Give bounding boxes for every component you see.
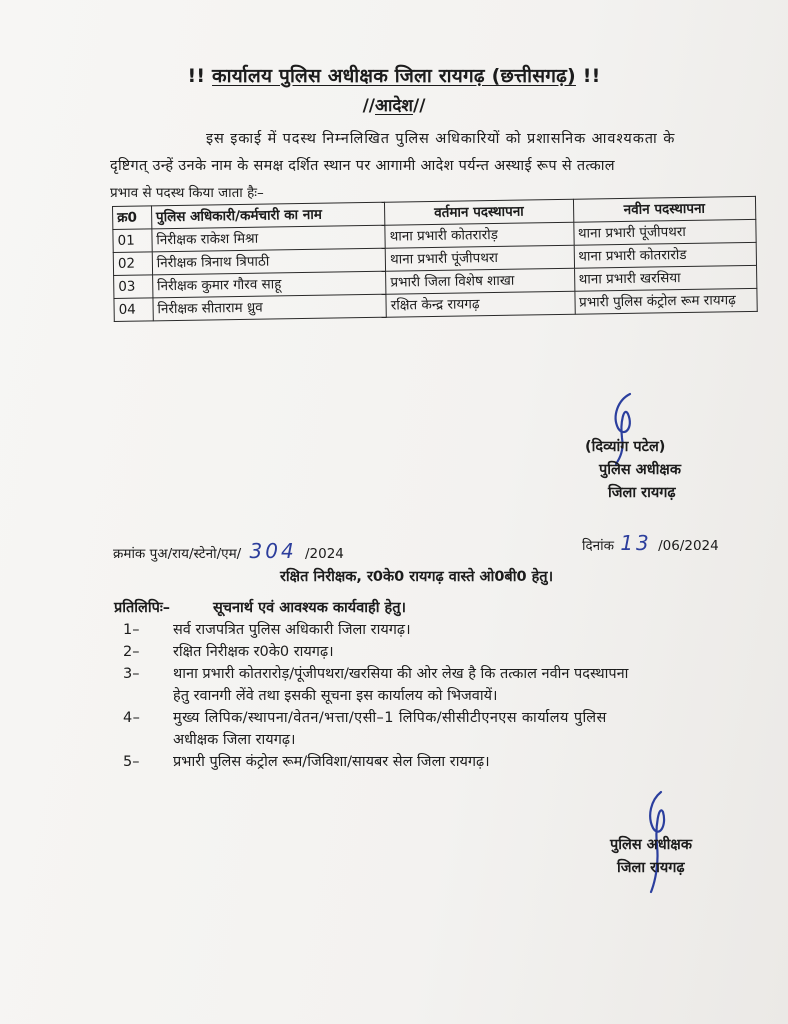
addressee-line: रक्षित निरीक्षक, र0के0 रायगढ़ वास्ते ओ0बी0 हेतु। (280, 569, 554, 585)
signatory-name: (दिव्यांग पटेल) (585, 439, 666, 455)
transfer-table (112, 196, 758, 322)
title-suffix: !! (582, 65, 601, 87)
intro-line-1: इस इकाई में पदस्थ निम्नलिखित पुलिस अधिकारियों को प्रशासनिक आवश्यकता के (206, 131, 676, 147)
subtitle-suffix: // (412, 96, 426, 116)
handwritten-ref-number: 304 (249, 539, 297, 563)
cell-new-posting: थाना प्रभारी खरसिया (574, 265, 757, 291)
signatory-district: जिला रायगढ़ (608, 485, 676, 501)
col-header-current-posting: वर्तमान पदस्थापना (385, 199, 574, 225)
col-header-new-posting: नवीन पदस्थापना (573, 196, 756, 222)
cell-current-posting: प्रभारी जिला विशेष शाखा (386, 268, 575, 294)
list-item-number: 4– (123, 710, 141, 726)
list-item-text: मुख्य लिपिक/स्थापना/वेतन/भत्ता/एसी–1 लिपिक/सीसीटीएनएस कार्यालय पुलिस (173, 710, 607, 726)
order-heading (0, 93, 788, 116)
list-item (123, 707, 607, 727)
list-item-number: 2– (123, 644, 140, 660)
copy-heading: सूचनार्थ एवं आवश्यक कार्यवाही हेतु। (213, 600, 406, 616)
reference-prefix: क्रमांक पुअ/राय/स्टेनो/एम/ (113, 546, 242, 562)
intro-line-2: दृष्टिगत् उन्हें उनके नाम के समक्ष दर्शित स्थान पर आगामी आदेश पर्यन्त अस्थाई रूप से तत्काल (110, 158, 615, 174)
handwritten-date-day: 13 (620, 531, 652, 555)
cell-serial: 04 (114, 298, 153, 322)
list-item-number: 1– (123, 622, 140, 638)
cell-name: निरीक्षक राकेश मिश्रा (152, 225, 386, 252)
cell-name: निरीक्षक त्रिनाथ त्रिपाठी (152, 248, 386, 275)
signatory-designation-2: पुलिस अधीक्षक (610, 837, 692, 853)
cell-new-posting: प्रभारी पुलिस कंट्रोल रूम रायगढ़ (574, 288, 757, 314)
date-month-year: /06/2024 (658, 538, 719, 554)
cell-current-posting: थाना प्रभारी कोतरारोड़ (385, 222, 574, 248)
title-text: कार्यालय पुलिस अधीक्षक जिला रायगढ़ (छत्तीसगढ़) (212, 65, 576, 87)
cell-current-posting: रक्षित केन्द्र रायगढ़ (386, 291, 575, 317)
date-label: दिनांक (582, 538, 615, 554)
list-item-continuation: हेतु रवानगी लेंवे तथा इसकी सूचना इस कार्यालय को भिजवायें। (173, 688, 498, 704)
list-item (123, 751, 490, 771)
title-prefix: !! (187, 65, 206, 87)
list-item-continuation: अधीक्षक जिला रायगढ़। (173, 732, 296, 748)
reference-number (113, 539, 344, 563)
handwritten-signature-1 (598, 388, 658, 468)
list-item-number: 5– (123, 754, 140, 770)
signatory-designation: पुलिस अधीक्षक (599, 462, 681, 478)
order-date (582, 531, 719, 555)
cell-serial: 02 (113, 252, 152, 276)
cell-serial: 03 (114, 275, 153, 299)
list-item (123, 641, 334, 661)
cell-new-posting: थाना प्रभारी पूंजीपथरा (573, 219, 756, 245)
list-item (123, 663, 628, 683)
office-title (0, 62, 788, 88)
cell-name: निरीक्षक कुमार गौरव साहू (152, 271, 386, 298)
list-item (123, 619, 411, 639)
reference-year: /2024 (304, 546, 344, 562)
cell-serial: 01 (113, 229, 152, 253)
col-header-serial: क्र0 (113, 206, 152, 230)
subtitle-text: आदेश (375, 96, 413, 116)
cell-name: निरीक्षक सीताराम ध्रुव (153, 294, 387, 321)
col-header-name: पुलिस अधिकारी/कर्मचारी का नाम (151, 202, 385, 229)
list-item-text: प्रभारी पुलिस कंट्रोल रूम/जिविशा/सायबर सेल जिला रायगढ़। (173, 754, 490, 770)
list-item-text: थाना प्रभारी कोतरारोड़/पूंजीपथरा/खरसिया की ओर लेख है कि तत्काल नवीन पदस्थापना (173, 666, 629, 682)
signatory-district-2: जिला रायगढ़ (617, 860, 685, 876)
copy-label: प्रतिलिपिः– (114, 600, 171, 616)
subtitle-prefix: // (362, 96, 376, 116)
cell-new-posting: थाना प्रभारी कोतरारोड (574, 242, 757, 268)
list-item-text: सर्व राजपत्रित पुलिस अधिकारी जिला रायगढ़। (173, 622, 411, 638)
list-item-number: 3– (123, 666, 140, 682)
cell-current-posting: थाना प्रभारी पूंजीपथरा (385, 245, 574, 271)
list-item-text: रक्षित निरीक्षक र0के0 रायगढ़। (173, 644, 334, 660)
intro-line-3: प्रभाव से पदस्थ किया जाता हैः– (110, 185, 264, 201)
